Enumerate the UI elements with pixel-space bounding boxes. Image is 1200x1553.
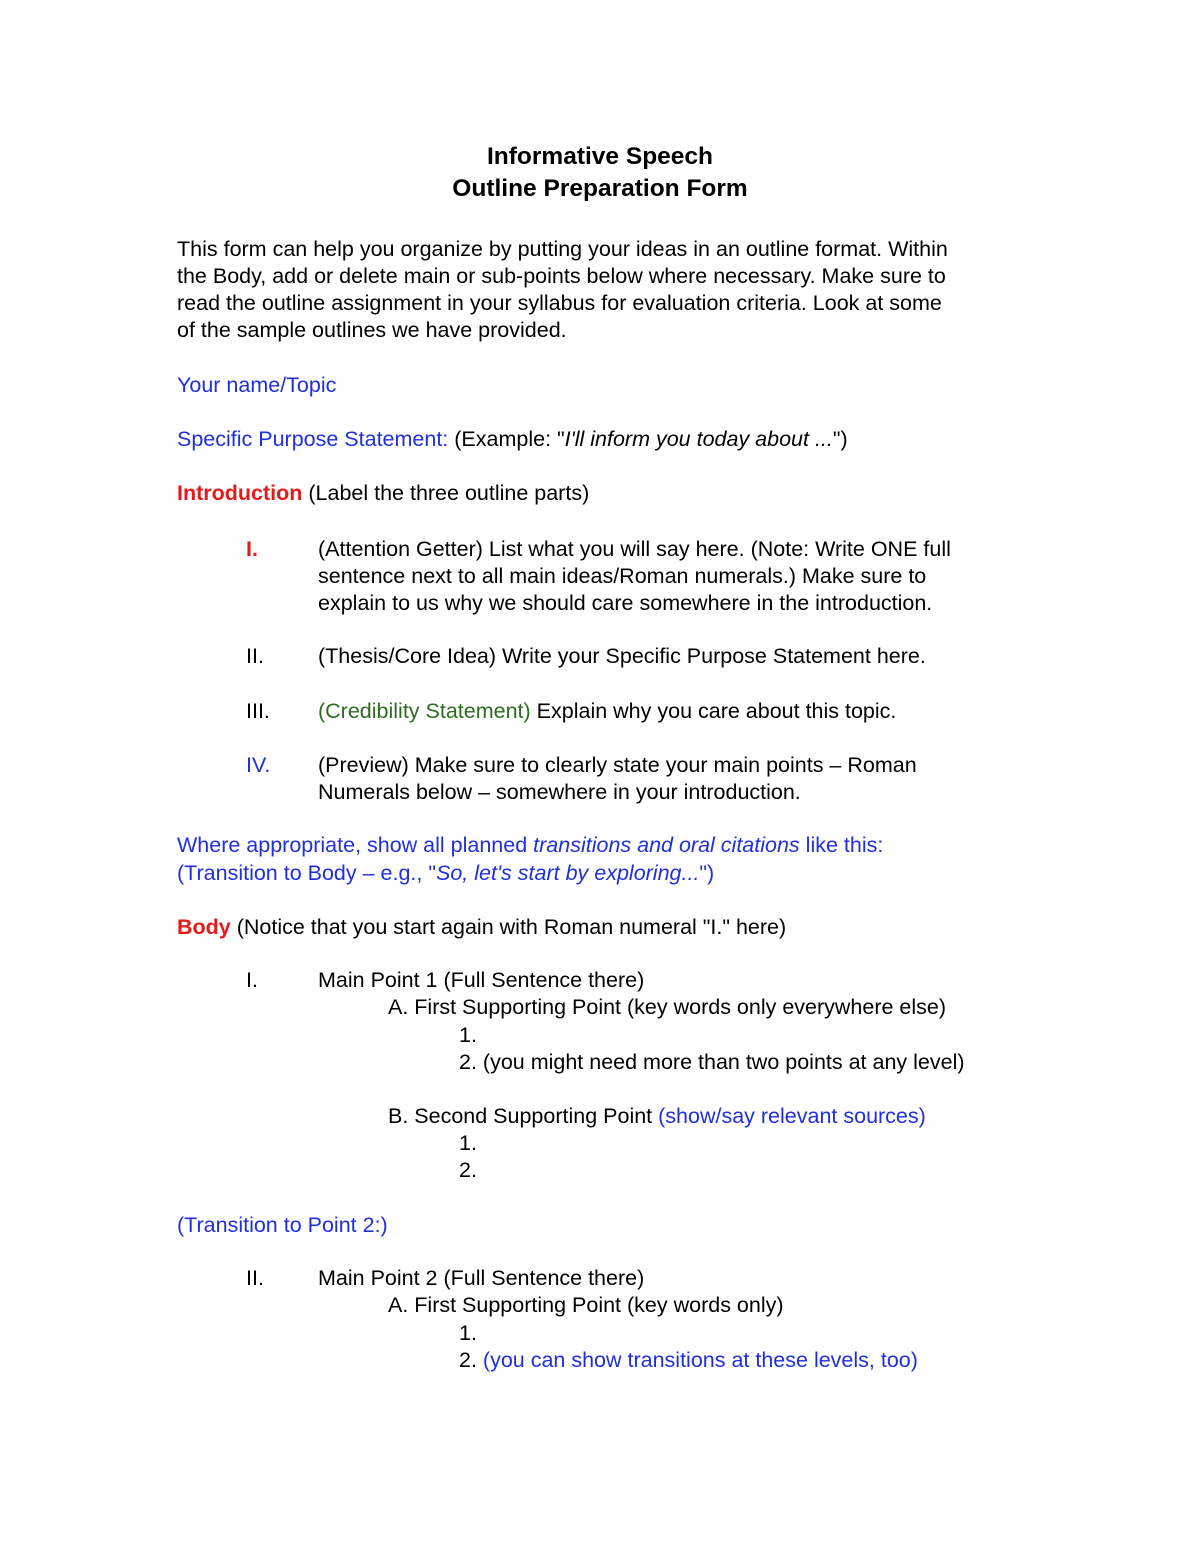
sub-point-1b-text: B. Second Supporting Point (388, 1104, 659, 1128)
specific-purpose-example: I'll inform you today about ... (564, 427, 833, 451)
intro-item-1-line: sentence next to all main ideas/Roman numerals.) Make sure to (318, 564, 927, 588)
your-name-topic: Your name/Topic (177, 373, 337, 397)
sub-point-2a: A. First Supporting Point (key words only) (388, 1293, 784, 1317)
intro-numeral-2: II. (246, 644, 264, 668)
sub-point-1b-1: 1. (459, 1131, 477, 1155)
transition-body-part: ") (699, 861, 715, 885)
intro-paragraph-line: read the outline assignment in your syllabus for evaluation criteria. Look at some (177, 291, 942, 315)
intro-item-1-line: explain to us why we should care somewhere in the introduction. (318, 591, 933, 615)
sub-point-1a-2: 2. (you might need more than two points at any level) (459, 1050, 965, 1074)
introduction-label: Introduction (177, 481, 303, 505)
main-point-2: Main Point 2 (Full Sentence there) (318, 1266, 645, 1290)
sub-point-1a: A. First Supporting Point (key words only everywhere else) (388, 995, 947, 1019)
transitions-note-italic: transitions and oral citations (533, 833, 800, 857)
intro-item-2-line: (Thesis/Core Idea) Write your Specific Purpose Statement here. (318, 644, 926, 668)
intro-paragraph-line: the Body, add or delete main or sub-points below where necessary. Make sure to (177, 264, 946, 288)
intro-item-1-line: (Attention Getter) List what you will say here. (Note: Write ONE full (318, 537, 951, 561)
sub-point-1a-1: 1. (459, 1023, 477, 1047)
sub-point-2a-2-text: (you can show transitions at these levels, too) (482, 1348, 918, 1372)
intro-item-3-line (318, 698, 896, 725)
intro-item-4-line: (Preview) Make sure to clearly state your main points – Roman (318, 753, 917, 777)
transition-to-point-2: (Transition to Point 2:) (177, 1213, 388, 1237)
intro-numeral-3: III. (246, 699, 270, 723)
transition-body-italic: So, let's start by exploring... (436, 861, 700, 885)
specific-purpose-statement (177, 426, 848, 453)
intro-paragraph-line: of the sample outlines we have provided. (177, 318, 567, 342)
credibility-text: Explain why you care about this topic. (530, 699, 897, 723)
transitions-note-line1 (177, 832, 883, 859)
sub-point-2a-1: 1. (459, 1321, 477, 1345)
body-label: Body (177, 915, 231, 939)
sub-point-1b-sources: (show/say relevant sources) (658, 1104, 926, 1128)
body-heading (177, 914, 786, 941)
specific-purpose-example-close: ") (832, 427, 848, 451)
specific-purpose-example-open: (Example: " (448, 427, 565, 451)
page-title-line1: Informative Speech (486, 143, 713, 170)
intro-numeral-1: I. (246, 537, 258, 561)
body-note: (Notice that you start again with Roman numeral "I." here) (230, 915, 787, 939)
introduction-note: (Label the three outline parts) (302, 481, 590, 505)
body-numeral-1: I. (246, 968, 258, 992)
sub-point-1b (388, 1103, 926, 1130)
intro-item-4-line: Numerals below – somewhere in your introduction. (318, 780, 801, 804)
sub-point-2a-2-num: 2. (459, 1348, 483, 1372)
transitions-note-part: Where appropriate, show all planned (177, 833, 534, 857)
intro-numeral-4: IV. (246, 753, 271, 777)
credibility-label: (Credibility Statement) (318, 699, 531, 723)
transitions-note-part: like this: (799, 833, 884, 857)
main-point-1: Main Point 1 (Full Sentence there) (318, 968, 645, 992)
transition-body-part: (Transition to Body – e.g., " (177, 861, 436, 885)
sub-point-1b-2: 2. (459, 1158, 477, 1182)
intro-paragraph-line: This form can help you organize by putting your ideas in an outline format. Within (177, 237, 948, 261)
page-title-line2: Outline Preparation Form (452, 175, 748, 202)
transitions-note-line2 (177, 860, 714, 887)
introduction-heading (177, 480, 589, 507)
body-numeral-2: II. (246, 1266, 264, 1290)
sub-point-2a-2 (459, 1347, 918, 1374)
specific-purpose-label: Specific Purpose Statement: (177, 427, 449, 451)
